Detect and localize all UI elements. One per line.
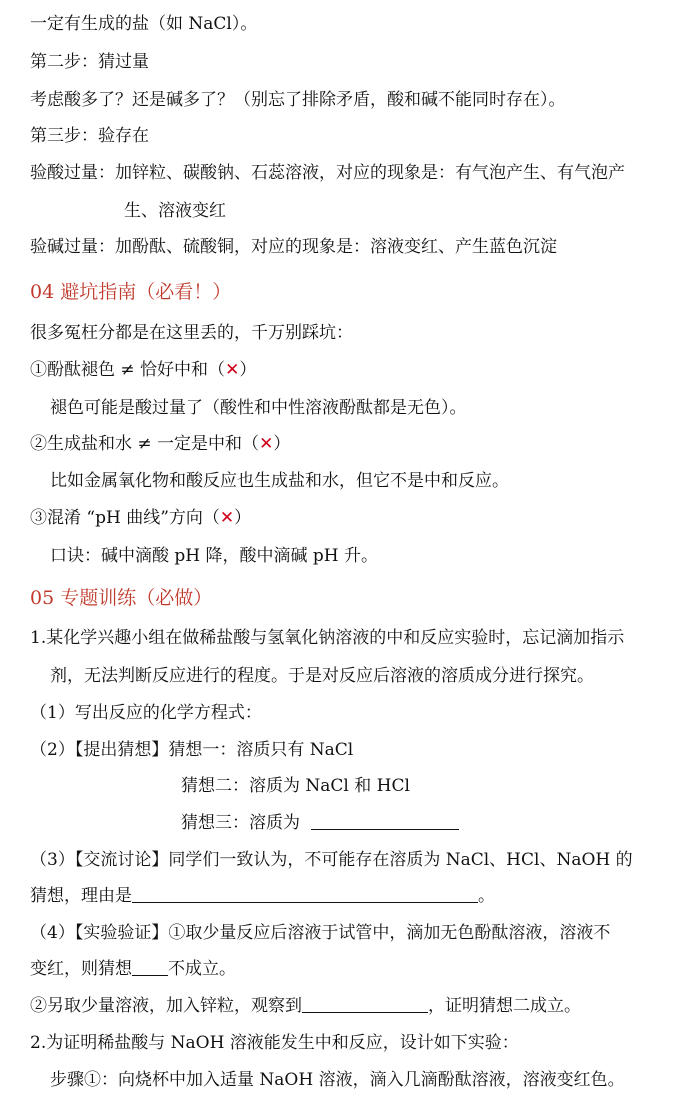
cross-mark-icon: ✕ (225, 360, 240, 380)
question-1-part-2: （2）【提出猜想】猜想一：溶质只有 NaCl (30, 740, 354, 760)
reason-end: 。 (478, 886, 495, 906)
pitfall-2-text: ②生成盐和水 ≠ 一定是中和（ (30, 434, 260, 454)
acid-excess-line-2: 生、溶液变红 (124, 201, 226, 221)
cross-mark-icon: ✕ (219, 508, 235, 528)
question-1-part-1: （1）写出反应的化学方程式： (30, 703, 262, 723)
pitfall-3 (30, 506, 251, 530)
step1-conclusion: 一定有生成的盐（如 NaCl）。 (30, 14, 258, 34)
step3-title: 第三步：验存在 (30, 126, 149, 146)
pitfall-1-note: 褪色可能是酸过量了（酸性和中性溶液酚酞都是无色）。 (50, 398, 467, 418)
observation-end: ，证明猜想二成立。 (428, 996, 581, 1016)
observation-answer-blank[interactable] (302, 994, 428, 1013)
pitfall-3-close: ） (234, 508, 252, 528)
question-1-part-3-line-1: （3）【交流讨论】同学们一致认为，不可能存在溶质为 NaCl、HCl、NaOH 的 (30, 850, 633, 870)
pitfall-1 (30, 358, 256, 382)
question-1-part-4-line-2 (30, 957, 236, 981)
guess-3-answer-blank[interactable] (311, 811, 459, 830)
pitfall-1-close: ） (239, 360, 257, 380)
question-1-part-4b (30, 994, 581, 1018)
acid-excess-line-1: 验酸过量：加锌粒、碳酸钠、石蕊溶液，对应的现象是：有气泡产生、有气泡产 (30, 163, 625, 183)
section-04-heading: 04 避坑指南（必看！） (30, 281, 232, 303)
guess-2: 猜想二：溶质为 NaCl 和 HCl (181, 776, 410, 796)
observation-label: ②另取少量溶液，加入锌粒，观察到 (30, 996, 302, 1016)
pitfall-1-text: ①酚酞褪色 ≠ 恰好中和（ (30, 360, 226, 380)
guess-3-text: 猜想三：溶质为 (181, 813, 300, 833)
cross-mark-icon: ✕ (259, 434, 274, 454)
pitfall-2-close: ） (273, 434, 291, 454)
reason-label: 猜想，理由是 (30, 886, 132, 906)
base-excess-line: 验碱过量：加酚酞、硫酸铜，对应的现象是：溶液变红、产生蓝色沉淀 (30, 237, 557, 257)
section-05-heading: 05 专题训练（必做） (30, 587, 213, 609)
question-1-line-1: 1.某化学兴趣小组在做稀盐酸与氢氧化钠溶液的中和反应实验时，忘记滴加指示 (30, 628, 625, 648)
step2-title: 第二步：猜过量 (30, 52, 149, 72)
section-04-intro: 很多冤枉分都是在这里丢的，千万别踩坑： (30, 323, 353, 343)
question-2-line-1: 2.为证明稀盐酸与 NaOH 溶液能发生中和反应，设计如下实验： (30, 1033, 519, 1053)
question-1-line-2: 剂，无法判断反应进行的程度。于是对反应后溶液的溶质成分进行探究。 (50, 666, 594, 686)
guess-number-blank[interactable] (132, 957, 168, 976)
guess-3 (181, 811, 459, 835)
step2-text: 考虑酸多了？还是碱多了？（别忘了排除矛盾，酸和碱不能同时存在）。 (30, 90, 566, 110)
pitfall-2-note: 比如金属氧化物和酸反应也生成盐和水，但它不是中和反应。 (50, 471, 509, 491)
pitfall-3-text: ③混淆 “pH 曲线”方向（ (30, 508, 220, 528)
guess-number-label: 变红，则猜想 (30, 959, 132, 979)
reason-answer-blank[interactable] (132, 884, 478, 903)
pitfall-3-note: 口诀：碱中滴酸 pH 降，酸中滴碱 pH 升。 (50, 546, 379, 566)
pitfall-2 (30, 432, 290, 456)
question-2-step-1: 步骤①：向烧杯中加入适量 NaOH 溶液，滴入几滴酚酞溶液，溶液变红色。 (50, 1070, 625, 1090)
question-1-part-3-line-2 (30, 884, 495, 908)
question-1-part-4-line-1: （4）【实验验证】①取少量反应后溶液于试管中，滴加无色酚酞溶液，溶液不 (30, 923, 611, 943)
guess-number-end: 不成立。 (168, 959, 236, 979)
